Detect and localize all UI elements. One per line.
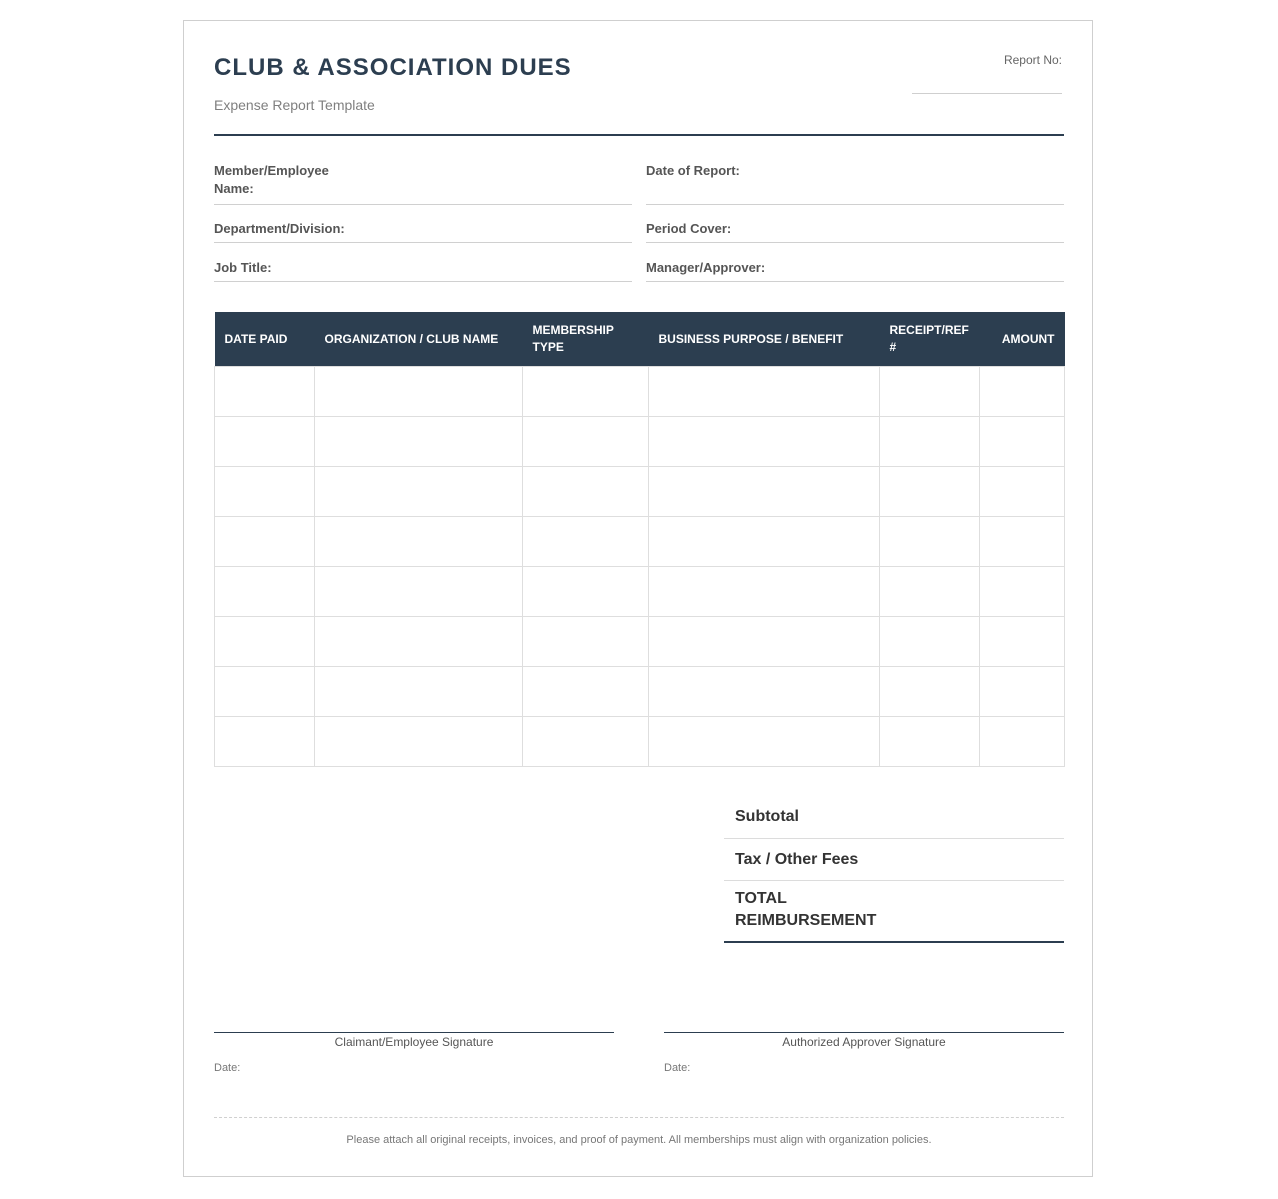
table-cell[interactable] [649,617,880,667]
member-name-label: Member/Employee Name: [214,163,329,196]
tax-row[interactable] [724,839,1064,881]
table-cell[interactable] [523,667,649,717]
total-reimbursement-label: TOTAL REIMBURSEMENT [735,890,877,929]
table-cell[interactable] [880,717,980,767]
claimant-signature-caption: Claimant/Employee Signature [334,1035,494,1049]
table-row [215,717,1065,767]
table-body [215,367,1065,767]
member-name-field[interactable] [214,162,632,205]
page-title: CLUB & ASSOCIATION DUES [214,54,572,81]
table-cell[interactable] [215,467,315,517]
table-cell[interactable] [980,367,1065,417]
table-cell[interactable] [315,467,523,517]
table-cell[interactable] [649,467,880,517]
period-cover-field[interactable] [646,220,1064,243]
table-cell[interactable] [215,417,315,467]
table-row [215,567,1065,617]
table-cell[interactable] [523,567,649,617]
report-number-field[interactable] [912,93,1062,94]
table-cell[interactable] [315,417,523,467]
date-of-report-field[interactable] [646,162,1064,205]
column-header-membership-type: MEMBERSHIP TYPE [523,312,649,367]
table-cell[interactable] [649,667,880,717]
table-cell[interactable] [523,417,649,467]
table-cell[interactable] [215,567,315,617]
table-row [215,617,1065,667]
table-cell[interactable] [523,617,649,667]
table-cell[interactable] [880,467,980,517]
table-cell[interactable] [980,617,1065,667]
table-cell[interactable] [880,517,980,567]
table-cell[interactable] [980,517,1065,567]
document-page [183,20,1093,1177]
table-cell[interactable] [880,567,980,617]
claimant-signature-block [214,1032,614,1074]
table-cell[interactable] [523,367,649,417]
table-row [215,367,1065,417]
tax-label: Tax / Other Fees [735,851,859,868]
table-cell[interactable] [880,367,980,417]
column-header-receipt-ref: RECEIPT/REF # [880,312,980,367]
table-row [215,667,1065,717]
column-header-business-purpose: BUSINESS PURPOSE / BENEFIT [649,312,880,367]
table-cell[interactable] [980,567,1065,617]
table-header-row [215,312,1065,367]
page-subtitle: Expense Report Template [214,97,375,113]
table-cell[interactable] [315,567,523,617]
table-cell[interactable] [880,617,980,667]
subtotal-row[interactable] [724,797,1064,839]
table-cell[interactable] [880,667,980,717]
footer-divider [214,1117,1064,1118]
approver-date-label: Date: [664,1062,691,1074]
table-cell[interactable] [215,717,315,767]
subtotal-label: Subtotal [735,808,799,825]
approver-signature-block [664,1032,1064,1074]
totals-summary [724,797,1064,943]
footer-note: Please attach all original receipts, invoices, and proof of payment. All memberships must align with organization policies. [346,1134,932,1146]
table-row [215,467,1065,517]
table-cell[interactable] [980,467,1065,517]
table-cell[interactable] [523,467,649,517]
table-cell[interactable] [649,567,880,617]
approver-signature-line[interactable] [664,1032,1064,1033]
table-cell[interactable] [315,517,523,567]
table-cell[interactable] [523,717,649,767]
table-cell[interactable] [315,367,523,417]
department-field[interactable] [214,220,632,243]
manager-field[interactable] [646,259,1064,282]
table-cell[interactable] [980,417,1065,467]
column-header-amount: AMOUNT [980,312,1065,367]
table-row [215,517,1065,567]
department-label: Department/Division: [214,221,345,236]
header-divider [214,134,1064,136]
claimant-signature-line[interactable] [214,1032,614,1033]
table-cell[interactable] [649,517,880,567]
table-cell[interactable] [315,717,523,767]
table-cell[interactable] [215,617,315,667]
claimant-date-label: Date: [214,1062,241,1074]
table-cell[interactable] [215,367,315,417]
column-header-organization: ORGANIZATION / CLUB NAME [315,312,523,367]
table-cell[interactable] [649,417,880,467]
manager-label: Manager/Approver: [646,260,766,275]
table-cell[interactable] [980,717,1065,767]
table-cell[interactable] [315,617,523,667]
period-cover-label: Period Cover: [646,221,732,236]
table-cell[interactable] [215,517,315,567]
table-row [215,417,1065,467]
report-number-label: Report No: [1003,53,1062,67]
job-title-label: Job Title: [214,260,272,275]
expense-table [214,312,1065,767]
approver-signature-caption: Authorized Approver Signature [782,1035,946,1049]
table-cell[interactable] [215,667,315,717]
table-cell[interactable] [315,667,523,717]
table-cell[interactable] [880,417,980,467]
job-title-field[interactable] [214,259,632,282]
date-of-report-label: Date of Report: [646,163,740,178]
column-header-date-paid: DATE PAID [215,312,315,367]
table-cell[interactable] [523,517,649,567]
table-cell[interactable] [649,717,880,767]
table-cell[interactable] [980,667,1065,717]
table-cell[interactable] [649,367,880,417]
total-reimbursement-row[interactable] [724,881,1064,943]
